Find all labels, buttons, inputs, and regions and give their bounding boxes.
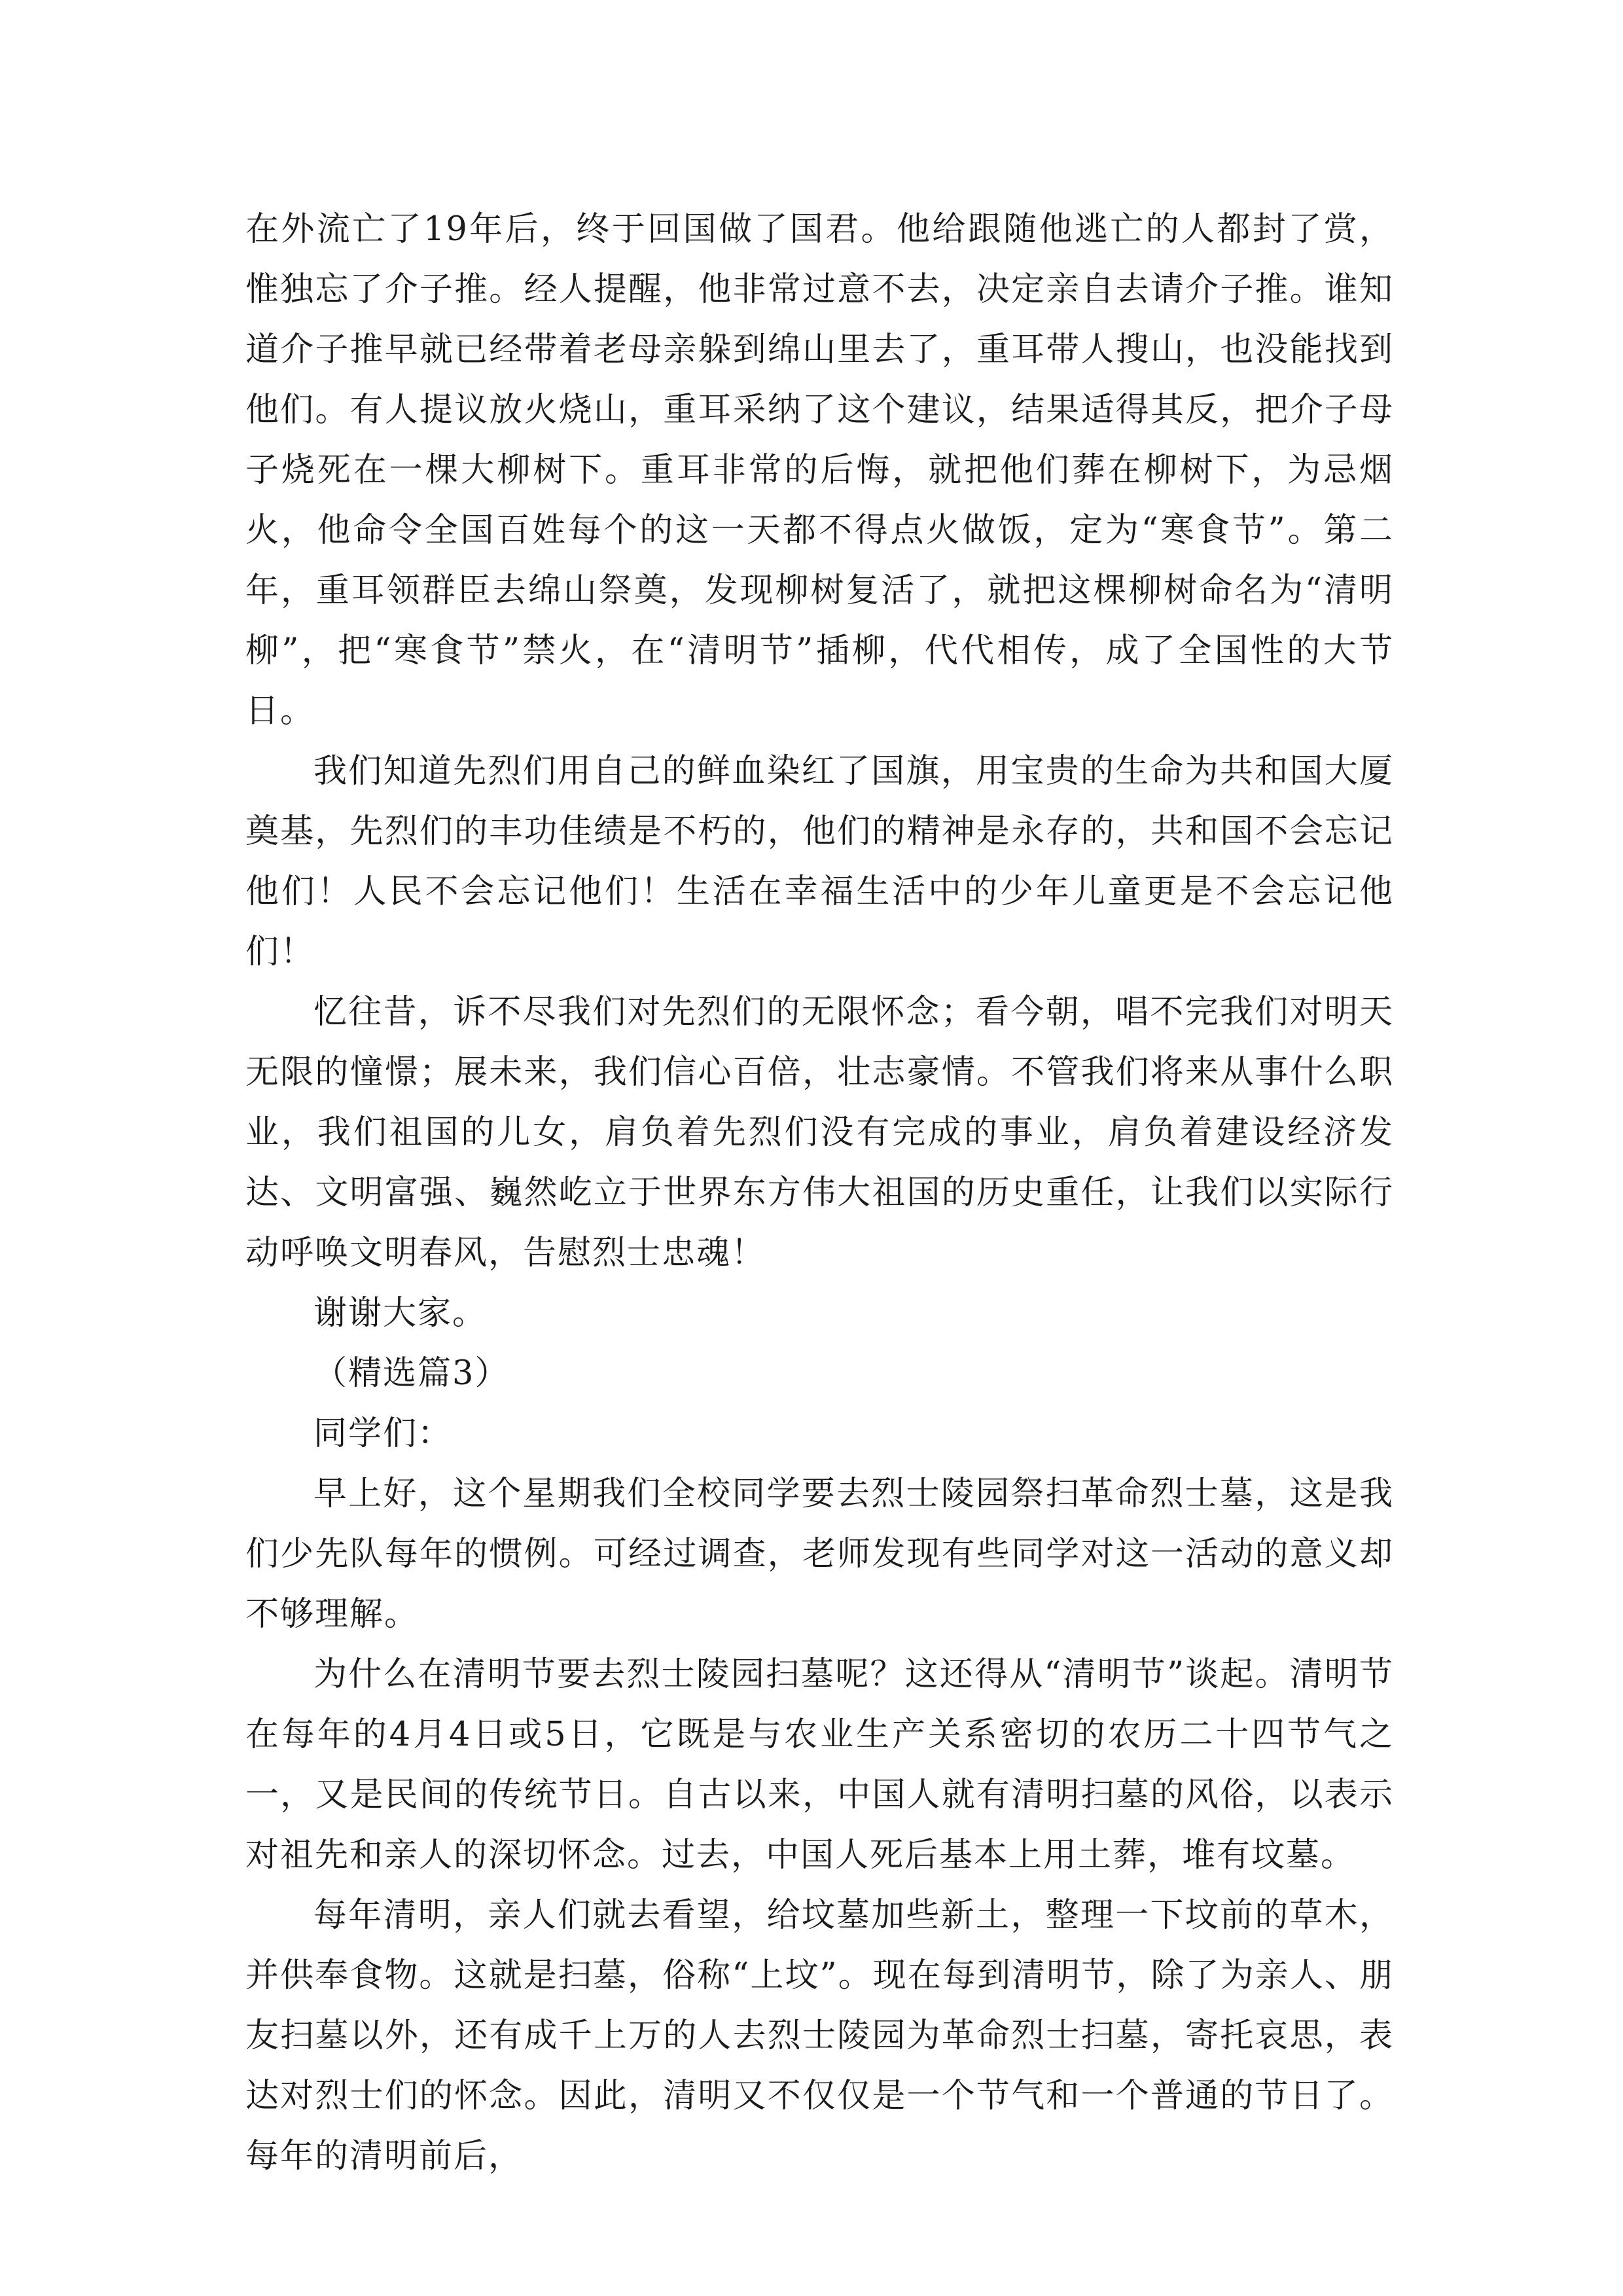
paragraph-7: 早上好，这个星期我们全校同学要去烈士陵园祭扫革命烈士墓，这是我们少先队每年的惯例。可经过调查，老师发现有些同学对这一活动的意义却不够理解。 <box>245 1475 1394 1634</box>
paragraph-3: 忆往昔，诉不尽我们对先烈们的无限怀念；看今朝，唱不完我们对明天无限的憧憬；展未来，我们信心百倍，壮志豪情。不管我们将来从事什么职业，我们祖国的儿女，肩负着先烈们没有完成的事业，肩负着建设经济发达、文明富强、巍然屹立于世界东方伟大祖国的历史重任，让我们以实际行动呼唤文明春风，告慰烈士忠魂！ <box>245 993 1394 1272</box>
section-label: （精选篇3） <box>313 1354 510 1393</box>
paragraph-2: 我们知道先烈们用自己的鲜血染红了国旗，用宝贵的生命为共和国大厦奠基，先烈们的丰功佳绩是不朽的，他们的精神是永存的，共和国不会忘记他们！人民不会忘记他们！生活在幸福生活中的少年儿童更是不会忘记他们！ <box>245 752 1394 971</box>
salutation: 同学们： <box>313 1414 453 1453</box>
closing-thanks: 谢谢大家。 <box>313 1294 488 1333</box>
paragraph-8: 为什么在清明节要去烈士陵园扫墓呢？这还得从“清明节”谈起。清明节在每年的4月4日或5日，它既是与农业生产关系密切的农历二十四节气之一，又是民间的传统节日。自古以来，中国人就有清明扫墓的风俗，以表示对祖先和亲人的深切怀念。过去，中国人死后基本上用土葬，堆有坟墓。 <box>245 1655 1394 1874</box>
document-body <box>245 200 1394 2187</box>
paragraph-1: 在外流亡了19年后，终于回国做了国君。他给跟随他逃亡的人都封了赏，惟独忘了介子推。经人提醒，他非常过意不去，决定亲自去请介子推。谁知道介子推早就已经带着老母亲躲到绵山里去了，重耳带人搜山，也没能找到他们。有人提议放火烧山，重耳采纳了这个建议，结果适得其反，把介子母子烧死在一棵大柳树下。重耳非常的后悔，就把他们葬在柳树下，为忌烟火，他命令全国百姓每个的这一天都不得点火做饭，定为“寒食节”。第二年，重耳领群臣去绵山祭奠，发现柳树复活了，就把这棵柳树命名为“清明柳”，把“寒食节”禁火，在“清明节”插柳，代代相传，成了全国性的大节日。 <box>245 210 1394 730</box>
paragraph-9: 每年清明，亲人们就去看望，给坟墓加些新土，整理一下坟前的草木，并供奉食物。这就是扫墓，俗称“上坟”。现在每到清明节，除了为亲人、朋友扫墓以外，还有成千上万的人去烈士陵园为革命烈士扫墓，寄托哀思，表达对烈士们的怀念。因此，清明又不仅仅是一个节气和一个普通的节日了。每年的清明前后， <box>245 1896 1394 2176</box>
